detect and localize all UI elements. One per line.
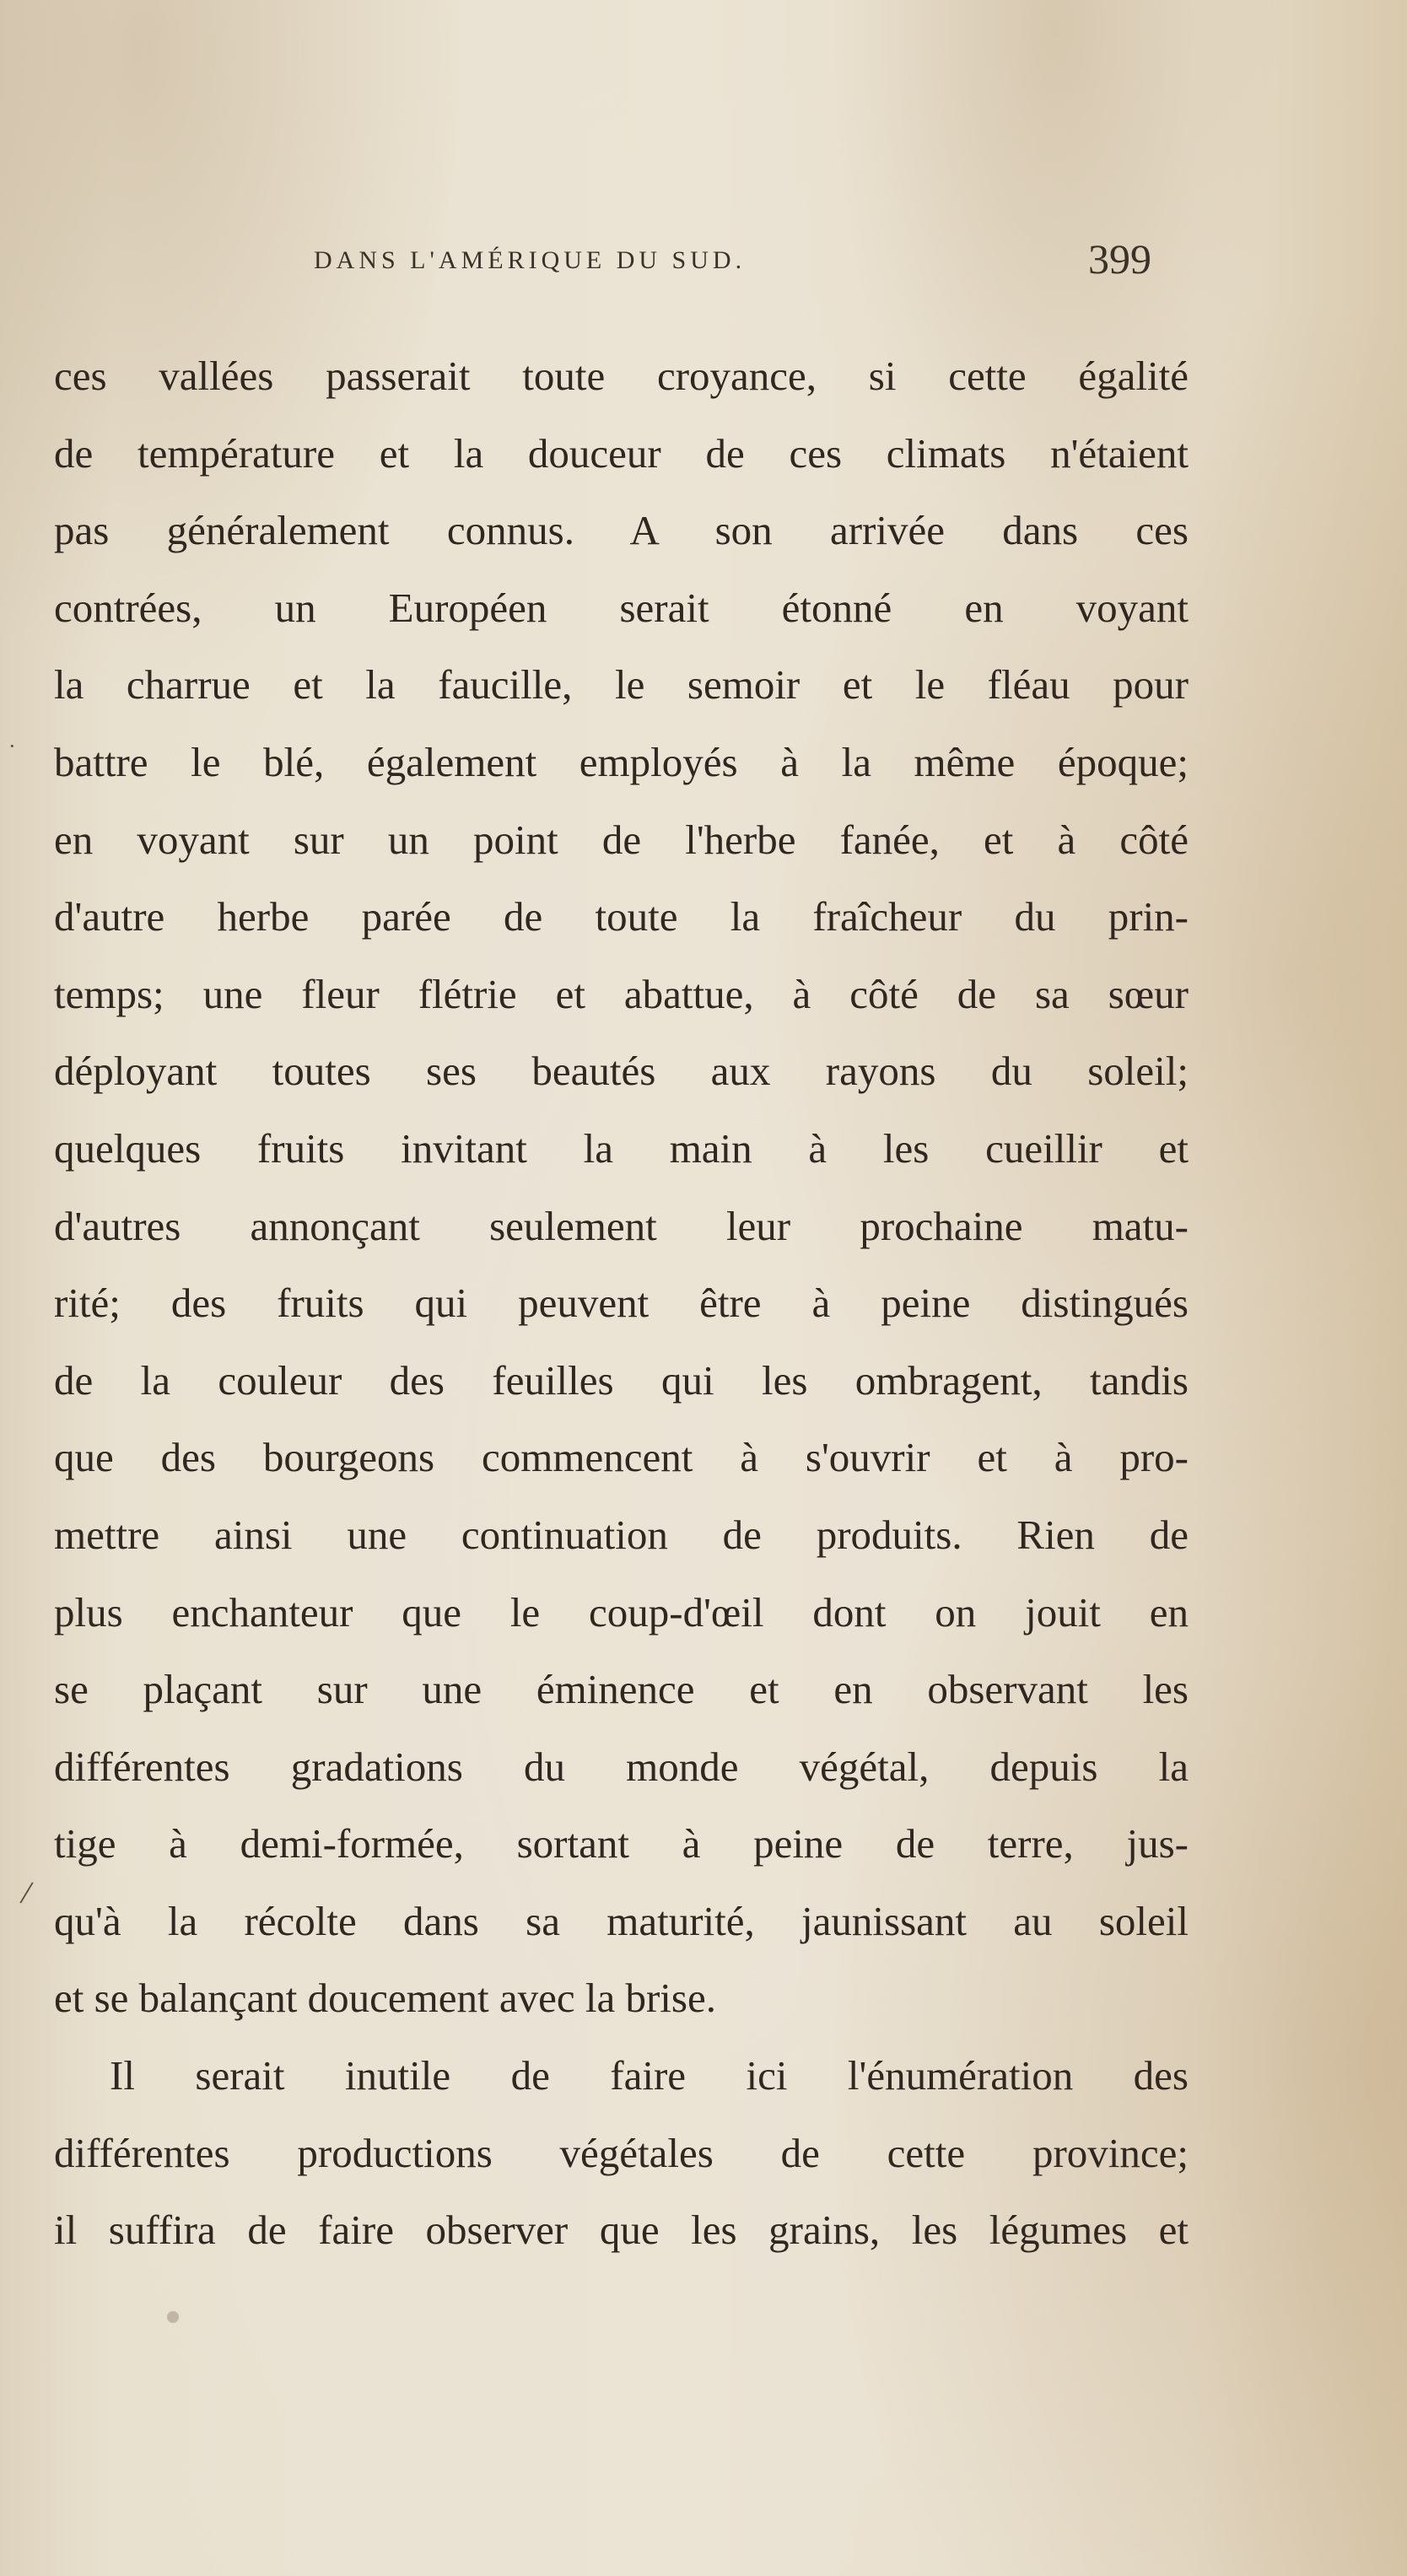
text-line: plus enchanteur que le coup-d'œil dont on jouit en [54, 1588, 1189, 1636]
text-line: d'autres annonçant seulement leur prochaine matu- [54, 1202, 1189, 1249]
margin-slash-mark: / [18, 1873, 35, 1912]
text-line: il suffira de faire observer que les grains, les légumes et [54, 2207, 1189, 2254]
text-line: différentes productions végétales de cette province; [54, 2129, 1189, 2176]
text-line: se plaçant sur une éminence et en observant les [54, 1666, 1189, 1713]
page-number: 399 [1088, 235, 1151, 283]
text-line: qu'à la récolte dans sa maturité, jaunissant au soleil [54, 1897, 1189, 1944]
text-line: que des bourgeons commencent à s'ouvrir et à pro- [54, 1434, 1189, 1481]
text-line: mettre ainsi une continuation de produits. Rien de [54, 1511, 1189, 1558]
text-line: temps; une fleur flétrie et abattue, à côté de sa sœur [54, 970, 1189, 1017]
ink-smudge [167, 2311, 179, 2323]
text-line: rité; des fruits qui peuvent être à peine distingués [54, 1280, 1189, 1327]
text-line: ces vallées passerait toute croyance, si cette égalité [54, 353, 1189, 399]
text-line: contrées, un Européen serait étonné en voyant [54, 584, 1189, 631]
running-head: DANS L'AMÉRIQUE DU SUD. [314, 246, 747, 274]
text-line: déployant toutes ses beautés aux rayons du soleil; [54, 1048, 1189, 1095]
paragraph-2 [54, 2037, 1189, 2269]
text-line: quelques fruits invitant la main à les cueillir et [54, 1124, 1189, 1172]
text-line: la charrue et la faucille, le semoir et le fléau pour [54, 661, 1189, 709]
text-line: différentes gradations du monde végétal, depuis la [54, 1743, 1189, 1790]
text-line: tige à demi-formée, sortant à peine de terre, jus- [54, 1820, 1189, 1867]
text-line: Il serait inutile de faire ici l'énumération des [110, 2052, 1189, 2099]
body-text [54, 337, 1189, 2269]
margin-dot-mark: · [8, 734, 16, 758]
text-line: battre le blé, également employés à la même époque; [54, 738, 1189, 785]
paragraph-1 [54, 337, 1189, 2037]
text-line: en voyant sur un point de l'herbe fanée, et à côté [54, 816, 1189, 863]
text-line: pas généralement connus. A son arrivée dans ces [54, 507, 1189, 554]
text-line: d'autre herbe parée de toute la fraîcheur du prin- [54, 893, 1189, 940]
text-line: de la couleur des feuilles qui les ombragent, tandis [54, 1356, 1189, 1404]
text-line: et se balançant doucement avec la brise. [54, 1975, 716, 2022]
text-line: de température et la douceur de ces climats n'étaient [54, 429, 1189, 477]
